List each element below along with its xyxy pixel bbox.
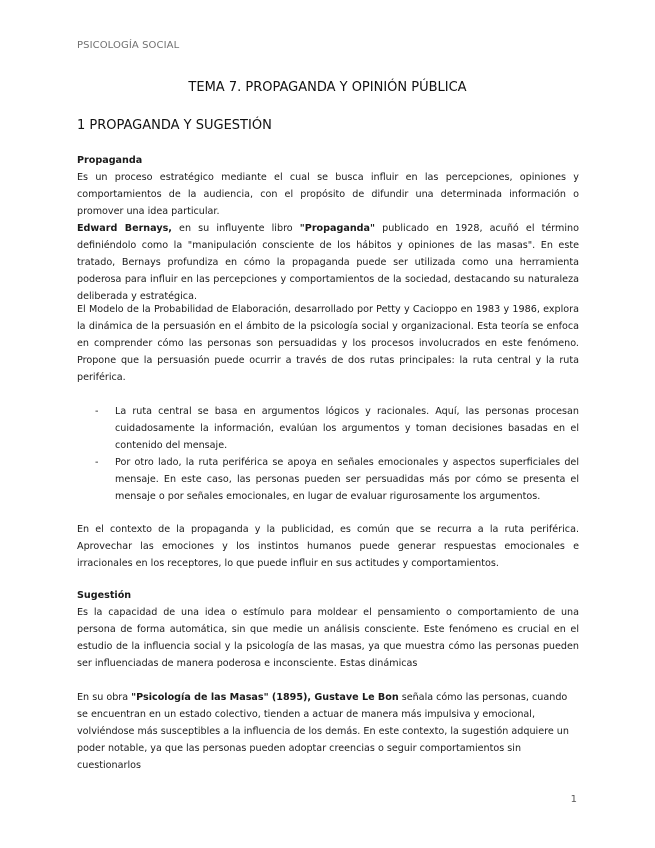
running-header: PSICOLOGÍA SOCIAL	[77, 40, 180, 51]
section-heading: 1 PROPAGANDA Y SUGESTIÓN	[77, 118, 272, 133]
list-item-text: La ruta central se basa en argumentos lógicos y racionales. Aquí, las personas procesan cuidadosamente la información, evalúan los argumentos y toman decisiones basadas en el contenido del mensaje.	[115, 406, 579, 451]
context-paragraph: En el contexto de la propaganda y la publicidad, es común que se recurra a la ruta periférica. Aprovechar las emociones y los instintos humanos puede generar respuestas emocionales e irracionales en los receptores, lo que puede influir en sus actitudes y comportamientos.	[77, 524, 579, 569]
routes-list	[77, 403, 579, 505]
dash-bullet: -	[95, 457, 99, 468]
lebon-text-1: En su obra	[77, 692, 132, 703]
propaganda-definition: Es un proceso estratégico mediante el cual se busca influir en las percepciones, opiniones y comportamientos de la audiencia, con el propósito de difundir una determinada información o promover una idea particular.	[77, 172, 579, 217]
page-number: 1	[570, 794, 577, 805]
bernays-text-1: en su influyente libro	[171, 223, 300, 234]
routes-list-wrapper	[77, 403, 579, 505]
bernays-text-2: publicado en 1928, acuñó el término definiéndolo como la "manipulación consciente de los hábitos y opiniones de las masas". En este tratado, Bernays profundiza en cómo la propaganda puede ser utilizada como una herramienta poderosa para influir en las percepciones y comportamientos de la sociedad, destacando su naturaleza deliberada y estratégica.	[77, 223, 580, 302]
propaganda-section	[77, 152, 579, 305]
lebon-text	[77, 689, 579, 774]
sugestion-subheading: Sugestión	[77, 590, 132, 601]
bernays-paragraph	[77, 220, 579, 305]
bernays-book: "Propaganda"	[299, 223, 376, 234]
sugestion-section	[77, 587, 579, 672]
bernays-name: Edward Bernays,	[77, 223, 172, 234]
sugestion-definition: Es la capacidad de una idea o estímulo para moldear el pensamiento o comportamiento de una persona de forma automática, sin que medie un análisis consciente. Este fenómeno es crucial en el estudio de la influencia social y la psicología de las masas, ya que muestra cómo las personas pueden ser influenciadas de manera poderosa e inconsciente. Estas dinámicas	[77, 607, 579, 669]
dash-bullet: -	[95, 406, 99, 417]
propaganda-subheading: Propaganda	[77, 155, 143, 166]
list-item	[77, 454, 579, 505]
elm-paragraph: El Modelo de la Probabilidad de Elaboración, desarrollado por Petty y Cacioppo en 1983 y 1986, explora la dinámica de la persuasión en el ámbito de la psicología social y organizacional. Esta teoría se enfoca en comprender cómo las personas son persuadidas y los procesos involucrados en este fenómeno. Propone que la persuasión puede ocurrir a través de dos rutas principales: la ruta central y la ruta periférica.	[77, 304, 579, 383]
list-item-text: Por otro lado, la ruta periférica se apoya en señales emocionales y aspectos superficiales del mensaje. En este caso, las personas pueden ser persuadidas más por cómo se presenta el mensaje o por señales emocionales, en lugar de evaluar rigurosamente los argumentos.	[115, 457, 579, 502]
page-title: TEMA 7. PROPAGANDA Y OPINIÓN PÚBLICA	[188, 80, 467, 95]
lebon-book: "Psicología de las Masas" (1895), Gustave Le Bon	[131, 692, 399, 703]
lebon-paragraph	[77, 689, 579, 774]
lebon-text-2: señala cómo las personas, cuando se encuentran en un estado colectivo, tienden a actuar de manera más impulsiva y emocional, volviéndose más susceptibles a la influencia de los demás. En este contexto, la sugestión adquiere un poder notable, ya que las personas pueden adoptar creencias o seguir comportamientos sin cuestionarlos	[77, 692, 569, 771]
list-item	[77, 403, 579, 454]
